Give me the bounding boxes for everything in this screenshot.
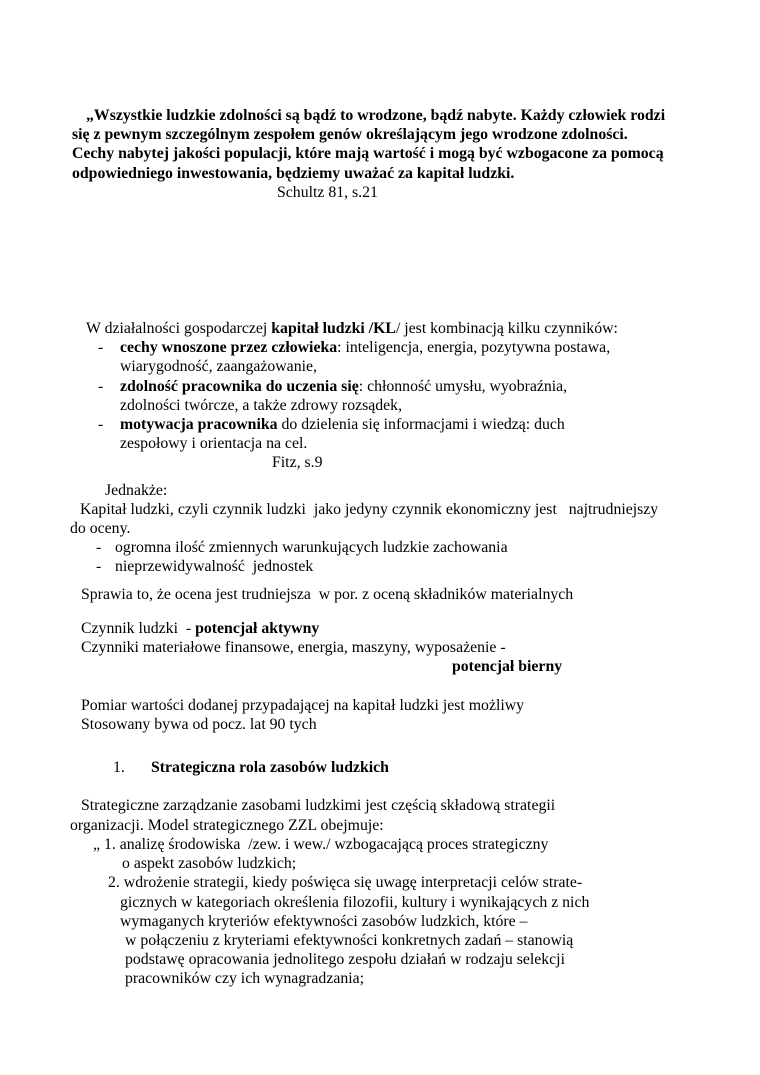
bold-text: Strategiczna rola zasobów ludzkich bbox=[151, 759, 389, 777]
text-line bbox=[70, 538, 715, 557]
text-line bbox=[70, 519, 715, 538]
potencjal-paragraph bbox=[70, 619, 715, 734]
text-line bbox=[70, 106, 715, 125]
text-line bbox=[70, 144, 715, 163]
text-line bbox=[70, 183, 715, 202]
blank-line bbox=[70, 676, 715, 695]
quote-paragraph bbox=[70, 106, 715, 202]
bold-text: odpowiedniego inwestowania, będziemy uważać za kapitał ludzki. bbox=[72, 164, 515, 182]
body-text: „ 1. analizę środowiska /zew. i wew./ wzbogacającą proces strategiczny bbox=[93, 835, 549, 853]
body-text: Czynnik ludzki - bbox=[81, 619, 196, 637]
body-text: W działalności gospodarczej bbox=[86, 320, 272, 338]
body-text: Fitz, s.9 bbox=[272, 454, 323, 472]
body-text: Czynniki materiałowe finansowe, energia, maszyny, wyposażenie - bbox=[81, 639, 506, 657]
list-marker: - bbox=[98, 377, 104, 395]
body-text: Schultz 81, s.21 bbox=[277, 183, 378, 201]
bold-text: cechy wnoszone przez człowieka bbox=[120, 339, 338, 357]
jednakze-paragraph bbox=[70, 481, 715, 577]
text-line bbox=[70, 950, 715, 969]
blank-line bbox=[70, 777, 715, 796]
body-text: organizacji. Model strategicznego ZZL obejmuje: bbox=[70, 816, 384, 834]
text-line bbox=[70, 969, 715, 988]
text-line bbox=[70, 657, 715, 676]
text-line bbox=[70, 715, 715, 734]
body-text: do oceny. bbox=[70, 520, 131, 538]
human-capital-factors bbox=[70, 319, 715, 473]
text-line bbox=[70, 796, 715, 815]
text-line bbox=[70, 585, 715, 604]
body-text: / jest kombinacją kilku czynników: bbox=[395, 320, 618, 338]
body-text: pracowników czy ich wynagradzania; bbox=[125, 970, 365, 988]
text-line bbox=[70, 319, 715, 338]
text-line bbox=[70, 125, 715, 144]
document-content bbox=[70, 106, 715, 989]
text-line bbox=[70, 816, 715, 835]
text-line bbox=[70, 500, 715, 519]
body-text: Strategiczne zarządzanie zasobami ludzkimi jest częścią składową strategii bbox=[81, 797, 556, 815]
text-line bbox=[70, 893, 715, 912]
body-text: do dzielenia się informacjami i wiedzą: duch bbox=[277, 416, 565, 434]
bold-text: potencjał aktywny bbox=[195, 619, 320, 637]
text-line bbox=[70, 453, 715, 472]
text-line bbox=[70, 357, 715, 376]
text-line bbox=[70, 854, 715, 873]
text-line bbox=[70, 338, 715, 357]
sprawia-paragraph bbox=[70, 585, 715, 604]
text-line bbox=[70, 164, 715, 183]
text-line bbox=[70, 481, 715, 500]
body-text: : chłonność umysłu, wyobraźnia, bbox=[358, 377, 568, 395]
list-marker: - bbox=[98, 339, 104, 357]
text-line bbox=[70, 931, 715, 950]
body-text: o aspekt zasobów ludzkich; bbox=[122, 855, 297, 873]
body-text: 2. wdrożenie strategii, kiedy poświęca się uwagę interpretacji celów strate- bbox=[108, 874, 583, 892]
bold-text: zdolność pracownika do uczenia się bbox=[120, 377, 359, 395]
body-text: Pomiar wartości dodanej przypadającej na kapitał ludzki jest możliwy bbox=[81, 696, 525, 714]
list-marker: 1. bbox=[113, 759, 125, 777]
body-text: Kapitał ludzki, czyli czynnik ludzki jako jedyny czynnik ekonomiczny jest najtrudniejszy bbox=[80, 500, 659, 518]
text-line bbox=[70, 377, 715, 396]
text-line bbox=[70, 758, 715, 777]
bold-text: motywacja pracownika bbox=[120, 416, 278, 434]
text-line bbox=[70, 396, 715, 415]
list-marker: - bbox=[96, 558, 102, 576]
strategiczna-rola-section bbox=[70, 758, 715, 988]
text-line bbox=[70, 638, 715, 657]
text-line bbox=[70, 619, 715, 638]
body-text: ogromna ilość zmiennych warunkujących ludzkie zachowania bbox=[115, 539, 508, 557]
body-text: Stosowany bywa od pocz. lat 90 tych bbox=[81, 715, 317, 733]
body-text: Sprawia to, że ocena jest trudniejsza w por. z oceną składników materialnych bbox=[81, 585, 574, 603]
list-marker: - bbox=[96, 539, 102, 557]
bold-text: kapitał ludzki /KL bbox=[271, 320, 396, 338]
bold-text: się z pewnym szczególnym zespołem genów określającym jego wrodzone zdolności. bbox=[72, 126, 628, 144]
text-line bbox=[70, 557, 715, 576]
body-text: wiarygodność, zaangażowanie, bbox=[120, 358, 317, 376]
bold-text: „Wszystkie ludzkie zdolności są bądź to wrodzone, bądź nabyte. Każdy człowiek rodzi bbox=[86, 107, 666, 124]
body-text: zdolności twórcze, a także zdrowy rozsądek, bbox=[120, 396, 403, 414]
bold-text: Cechy nabytej jakości populacji, które mają wartość i mogą być wzbogacone za pomocą bbox=[72, 145, 664, 163]
body-text: nieprzewidywalność jednostek bbox=[115, 558, 314, 576]
body-text: gicznych w kategoriach określenia filozofii, kultury i wynikających z nich bbox=[120, 893, 590, 911]
list-marker: - bbox=[98, 416, 104, 434]
text-line bbox=[70, 696, 715, 715]
body-text: zespołowy i orientacja na cel. bbox=[120, 435, 308, 453]
bold-text: potencjał bierny bbox=[452, 658, 563, 676]
body-text: podstawę opracowania jednolitego zespołu działań w rodzaju selekcji bbox=[125, 951, 565, 969]
body-text: w połączeniu z kryteriami efektywności konkretnych zadań – stanowią bbox=[125, 931, 574, 949]
text-line bbox=[70, 415, 715, 434]
text-line bbox=[70, 873, 715, 892]
body-text: wymaganych kryteriów efektywności zasobów ludzkich, które – bbox=[120, 912, 528, 930]
body-text: Jednakże: bbox=[105, 481, 168, 499]
text-line bbox=[70, 434, 715, 453]
body-text: : inteligencja, energia, pozytywna postawa, bbox=[337, 339, 611, 357]
text-line bbox=[70, 835, 715, 854]
text-line bbox=[70, 912, 715, 931]
